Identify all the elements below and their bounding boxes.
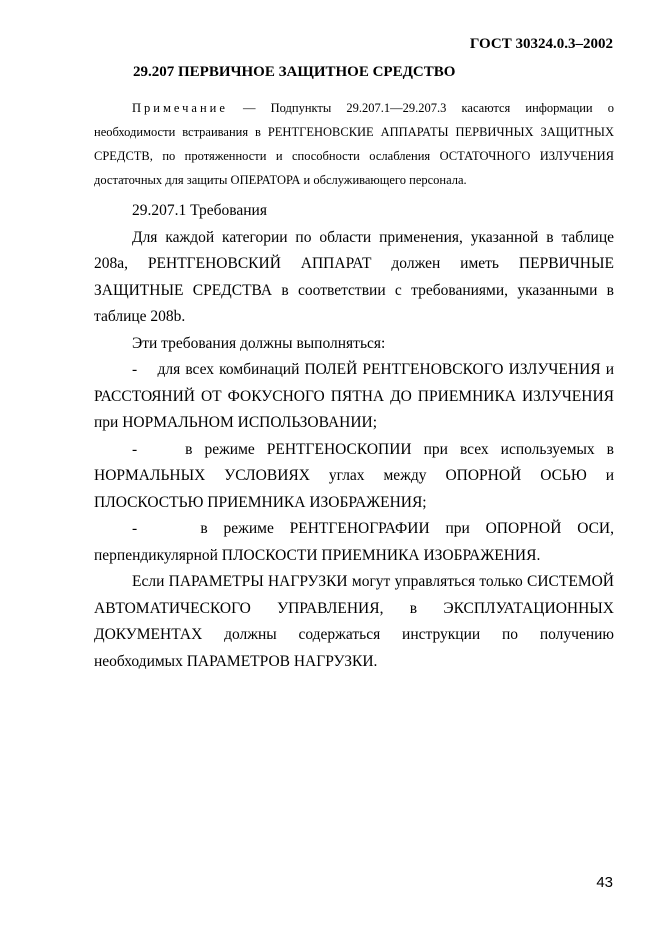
page-number: 43 — [596, 874, 613, 891]
sub-heading: 29.207.1 Требования — [132, 202, 267, 219]
paragraph-1: Для каждой категории по области применения, указанной в таблице 208а, РЕНТГЕНОВСКИЙ АППАРАТ должен иметь ПЕРВИЧНЫЕ ЗАЩИТНЫЕ СРЕДСТВА в соответствии с требованиями, указанными в таблице 208b. — [94, 228, 614, 325]
list-item-1: - для всех комбинаций ПОЛЕЙ РЕНТГЕНОВСКОГО ИЗЛУЧЕНИЯ и РАССТОЯНИЙ ОТ ФОКУСНОГО ПЯТНА ДО ПРИЕМНИКА ИЗЛУЧЕНИЯ при НОРМАЛЬНОМ ИСПОЛЬЗОВАНИИ; — [94, 361, 618, 431]
list-item-2: - в режиме РЕНТГЕНОСКОПИИ при всех используемых в НОРМАЛЬНЫХ УСЛОВИЯХ углах между ОПОРНОЙ ОСЬЮ и ПЛОСКОСТЬЮ ПРИЕМНИКА ИЗОБРАЖЕНИЯ; — [94, 440, 618, 511]
standard-header: ГОСТ 30324.0.3–2002 — [469, 36, 613, 52]
list-item-3: - в режиме РЕНТГЕНОГРАФИИ при ОПОРНОЙ ОСИ, перпендикулярной ПЛОСКОСТИ ПРИЕМНИКА ИЗОБРАЖЕНИЯ. — [94, 520, 618, 564]
section-title: 29.207 ПЕРВИЧНОЕ ЗАЩИТНОЕ СРЕДСТВО — [133, 64, 456, 80]
note-paragraph — [94, 96, 614, 192]
note-block — [94, 96, 614, 192]
body-text — [94, 198, 618, 675]
note-label: Примечание — [132, 101, 228, 115]
note-text: — Подпункты 29.207.1—29.207.3 касаются информации о необходимости встраивания в РЕНТГЕНОВСКИЕ АППАРАТЫ ПЕРВИЧНЫХ ЗАЩИТНЫХ СРЕДСТВ, по протяженности и способности ослабления ОСТАТОЧНОГО ИЗЛУЧЕНИЯ достаточных для защиты ОПЕРАТОРА и обслуживающего персонала. — [94, 101, 614, 187]
paragraph-3: Если ПАРАМЕТРЫ НАГРУЗКИ могут управляться только СИСТЕМОЙ АВТОМАТИЧЕСКОГО УПРАВЛЕНИЯ, в ЭКСПЛУАТАЦИОННЫХ ДОКУМЕНТАХ должны содержаться инструкции по получению необходимых ПАРАМЕТРОВ НАГРУЗКИ. — [94, 573, 614, 670]
paragraph-2: Эти требования должны выполняться: — [132, 334, 386, 352]
